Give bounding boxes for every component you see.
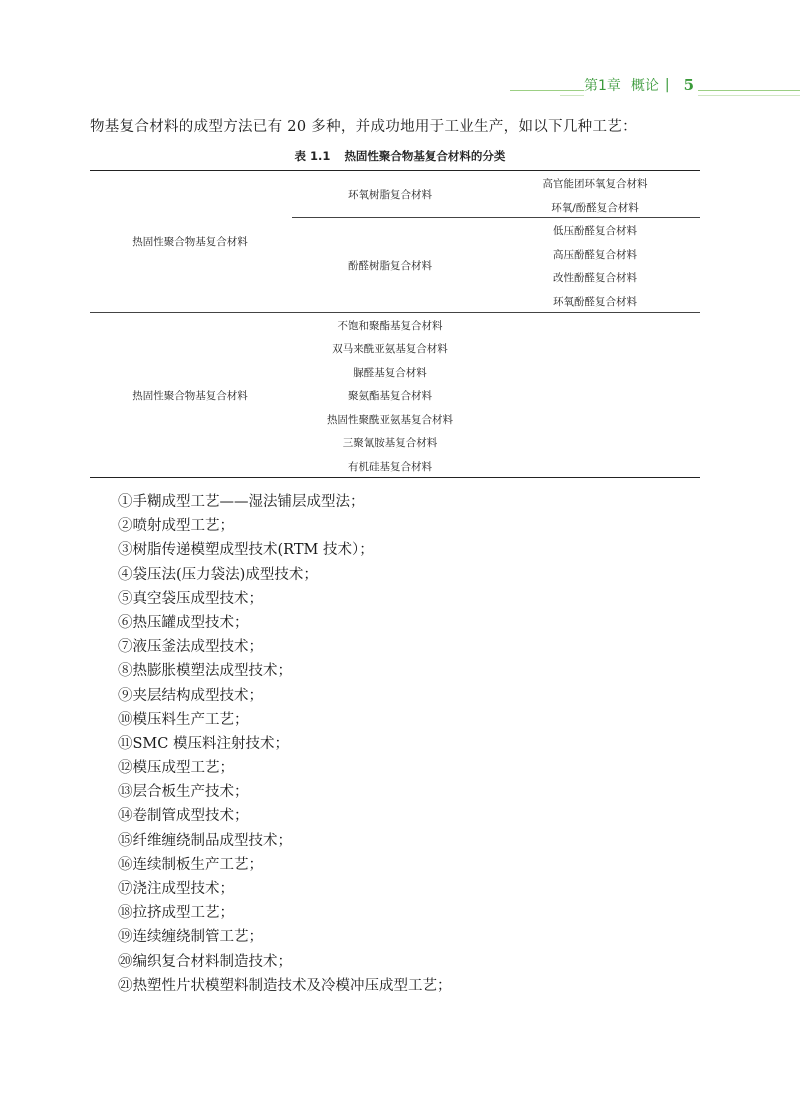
table-inner-rule: [292, 217, 700, 218]
list-item: ⑮纤维缠绕制品成型技术；: [118, 832, 292, 849]
table-cell-category: 热固性聚合物基复合材料: [132, 390, 248, 402]
table-cell-subcategory: 有机硅基复合材料: [348, 461, 432, 473]
table-cell-item: 环氧酚醛复合材料: [553, 296, 637, 308]
table-cell-item: 高压酚醛复合材料: [553, 249, 637, 261]
table-cell-subcategory: 热固性聚酰亚氨基复合材料: [327, 414, 453, 426]
list-item: ③树脂传递模塑成型技术(RTM 技术）；: [118, 542, 374, 559]
intro-paragraph: 物基复合材料的成型方法已有 20 多种，并成功地用于工业生产，如以下几种工艺：: [90, 119, 637, 135]
list-item: ④袋压法(压力袋法)成型技术；: [118, 566, 318, 583]
list-item: ⑰浇注成型技术；: [118, 881, 234, 897]
list-item: ⑪SMC 模压料注射技术；: [118, 735, 289, 752]
table-cell-subcategory: 三聚氰胺基复合材料: [342, 437, 438, 449]
list-item: ⑩模压料生产工艺；: [118, 711, 249, 728]
table-cell-subcategory: 环氧树脂复合材料: [348, 189, 432, 201]
section-label: 概论: [630, 78, 659, 94]
table-cell-category: 热固性聚合物基复合材料: [132, 236, 248, 248]
table-cell-subcategory: 酚醛树脂复合材料: [348, 260, 432, 272]
table-cell-item: 高官能团环氧复合材料: [542, 178, 648, 190]
table-cell-subcategory: 双马来酰亚氨基复合材料: [332, 343, 448, 355]
table-bottom-rule: [90, 477, 700, 478]
table-cell-item: 环氧/酚醛复合材料: [551, 202, 639, 214]
chapter-label: 第1章: [584, 78, 621, 94]
list-item: ⑭卷制管成型技术；: [118, 808, 249, 825]
list-item: ⑨夹层结构成型技术；: [118, 687, 263, 704]
list-item: ⑳编织复合材料制造技术；: [118, 953, 292, 970]
table-top-rule: [90, 170, 700, 171]
running-header: [584, 74, 698, 96]
list-item: ⑯连续制板生产工艺；: [118, 856, 263, 873]
process-list: [118, 490, 452, 998]
list-item: ⑱拉挤成型工艺；: [118, 905, 234, 922]
table-cell-item: 低压酚醛复合材料: [553, 225, 637, 237]
table-cell-subcategory: 脲醛基复合材料: [353, 367, 427, 379]
list-item: ㉑热塑性片状模塑料制造技术及冷模冲压成型工艺；: [118, 977, 452, 994]
list-item: ⑫模压成型工艺；: [118, 760, 234, 777]
table-mid-rule: [90, 312, 700, 313]
table-caption: [0, 148, 800, 164]
list-item: ⑥热压罐成型技术；: [118, 614, 249, 631]
list-item: ⑧热膨胀模塑法成型技术；: [118, 663, 292, 680]
list-item: ②喷射成型工艺；: [118, 518, 234, 535]
table-number: 表 1.1: [294, 149, 331, 163]
header-separator: |: [664, 77, 670, 93]
table-title: 热固性聚合物基复合材料的分类: [344, 149, 506, 163]
list-item: ⑬层合板生产技术；: [118, 784, 249, 801]
page-number: 5: [683, 76, 695, 94]
table-cell-subcategory: 不饱和聚酯基复合材料: [337, 320, 443, 332]
list-item: ⑦液压釜法成型技术；: [118, 639, 263, 656]
list-item: ⑤真空袋压成型技术；: [118, 590, 263, 607]
table-cell-subcategory: 聚氨酯基复合材料: [348, 390, 432, 402]
list-item: ①手糊成型工艺——湿法铺层成型法；: [118, 494, 365, 510]
table-cell-item: 改性酚醛复合材料: [553, 272, 637, 284]
list-item: ⑲连续缠绕制管工艺；: [118, 929, 263, 946]
